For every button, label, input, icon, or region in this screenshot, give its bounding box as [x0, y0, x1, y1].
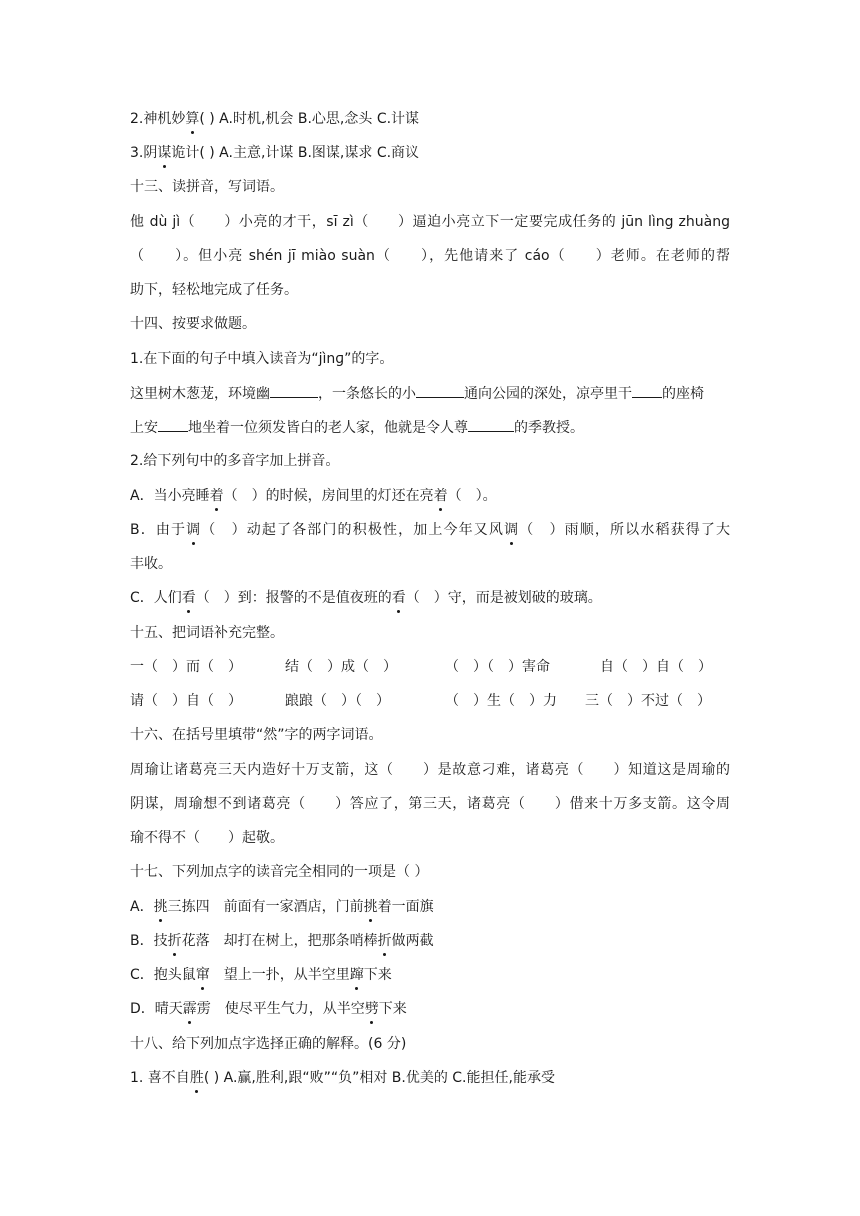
- dotted-char: 看: [391, 590, 406, 606]
- dotted-char: 胜: [189, 1070, 204, 1086]
- section-16-title: 十六、在括号里填带“然”字的两字词语。: [130, 727, 383, 743]
- paragraph-line: 助下，轻松地完成了任务。: [130, 282, 298, 298]
- paragraph-line: 上安 地坐着一位须发皆白的老人家，他就是令人尊 的季教授。: [130, 417, 730, 438]
- dotted-char: 看: [181, 590, 196, 606]
- question-line-c: C．人们看（ ）到：报警的不是值夜班的看（ ）守，而是被划破的玻璃。: [130, 590, 602, 606]
- section-14-title: 十四、按要求做题。: [130, 316, 256, 332]
- idiom-item: 踉踉（ ）（ ）: [285, 693, 390, 709]
- idiom-item: （ ）（ ）害命: [445, 659, 550, 675]
- option-b: B．技折花落 却打在树上，把那条哨棒折做两截: [130, 933, 434, 949]
- idiom-item: （ ）生（ ）力: [445, 693, 557, 709]
- section-17-title: 十七、下列加点字的读音完全相同的一项是（ ）: [130, 864, 429, 880]
- dotted-char: 挑: [153, 899, 168, 915]
- paragraph-line: 瑜不得不（ ）起敬。: [130, 830, 284, 846]
- dotted-char: 算: [185, 111, 200, 127]
- paragraph-line: 这里树木葱茏，环境幽 ，一条悠长的小 通向公园的深处，凉亭里干 的座椅: [130, 383, 730, 404]
- paragraph-line: 他 dù jì（ ）小亮的才干，sī zì（ ）逼迫小亮立下一定要完成任务的 jūn lìng zhuàng: [130, 214, 730, 230]
- paragraph-line: 周瑜让诸葛亮三天内造好十万支箭，这（ ）是故意刁难，诸葛亮（ ）知道这是周瑜的: [130, 762, 730, 778]
- dotted-char: 劈: [364, 1001, 379, 1017]
- dotted-char: 霹: [182, 1001, 197, 1017]
- fill-blank[interactable]: [632, 383, 662, 398]
- section-18-title: 十八、给下列加点字选择正确的解释。(6 分): [130, 1036, 407, 1052]
- paragraph-line: 阴谋，周瑜想不到诸葛亮（ ）答应了，第三天，诸葛亮（ ）借来十万多支箭。这令周: [130, 796, 730, 812]
- dotted-char: 调: [186, 522, 201, 538]
- idiom-row: [130, 691, 730, 711]
- option-c: C．抱头鼠窜 望上一扑，从半空里蹿下来: [130, 967, 392, 983]
- section-13-title: 十三、读拼音，写词语。: [130, 179, 284, 195]
- dotted-char: 蹿: [349, 967, 364, 983]
- dotted-char: 调: [504, 522, 519, 538]
- question-1-xibuzisheng: 1. 喜不自胜( ) A.赢,胜利,跟“败”“负”相对 B.优美的 C.能担任,能承受: [130, 1070, 555, 1086]
- dotted-char: 挑: [363, 899, 378, 915]
- option-d: D．晴天霹雳 使尽平生气力，从半空劈下来: [130, 1001, 407, 1017]
- dotted-char: 着: [209, 488, 224, 504]
- idiom-item: 一（ ）而（ ）: [130, 659, 242, 675]
- idiom-row: [130, 657, 730, 677]
- subquestion-1: 1.在下面的句子中填入读音为“jìnɡ”的字。: [130, 351, 394, 367]
- dotted-char: 窜: [195, 967, 210, 983]
- dotted-char: 折: [377, 933, 392, 949]
- fill-blank[interactable]: [416, 383, 464, 398]
- dotted-char: 着: [433, 488, 448, 504]
- question-line-b: B．由于调（ ）动起了各部门的积极性，加上今年又风调（ ）雨顺，所以水稻获得了大: [130, 522, 731, 538]
- fill-blank[interactable]: [468, 417, 514, 432]
- fill-blank[interactable]: [158, 417, 188, 432]
- section-15-title: 十五、把词语补充完整。: [130, 625, 284, 641]
- subquestion-2: 2.给下列句中的多音字加上拼音。: [130, 453, 340, 469]
- fill-blank[interactable]: [270, 383, 318, 398]
- dotted-char: 谋: [157, 145, 172, 161]
- paragraph-line: （ ）。但小亮 shén jī miào suàn（ ），先他请来了 cáo（ ）老师。在老师的帮: [130, 248, 730, 264]
- idiom-item: 请（ ）自（ ）: [130, 693, 242, 709]
- idiom-item: 三（ ）不过（ ）: [585, 693, 711, 709]
- dotted-char: 折: [167, 933, 182, 949]
- idiom-item: 自（ ）自（ ）: [600, 659, 712, 675]
- paragraph-line: 丰收。: [130, 556, 172, 572]
- question-3-yinmou: 3.阴谋诡计( ) A.主意,计谋 B.图谋,谋求 C.商议: [130, 145, 420, 161]
- idiom-item: 结（ ）成（ ）: [285, 659, 397, 675]
- option-a: A．挑三拣四 前面有一家酒店，门前挑着一面旗: [130, 899, 434, 915]
- question-2-shenji: 2.神机妙算( ) A.时机,机会 B.心思,念头 C.计谋: [130, 111, 420, 127]
- question-line-a: A．当小亮睡着（ ）的时候，房间里的灯还在亮着（ ）。: [130, 488, 497, 504]
